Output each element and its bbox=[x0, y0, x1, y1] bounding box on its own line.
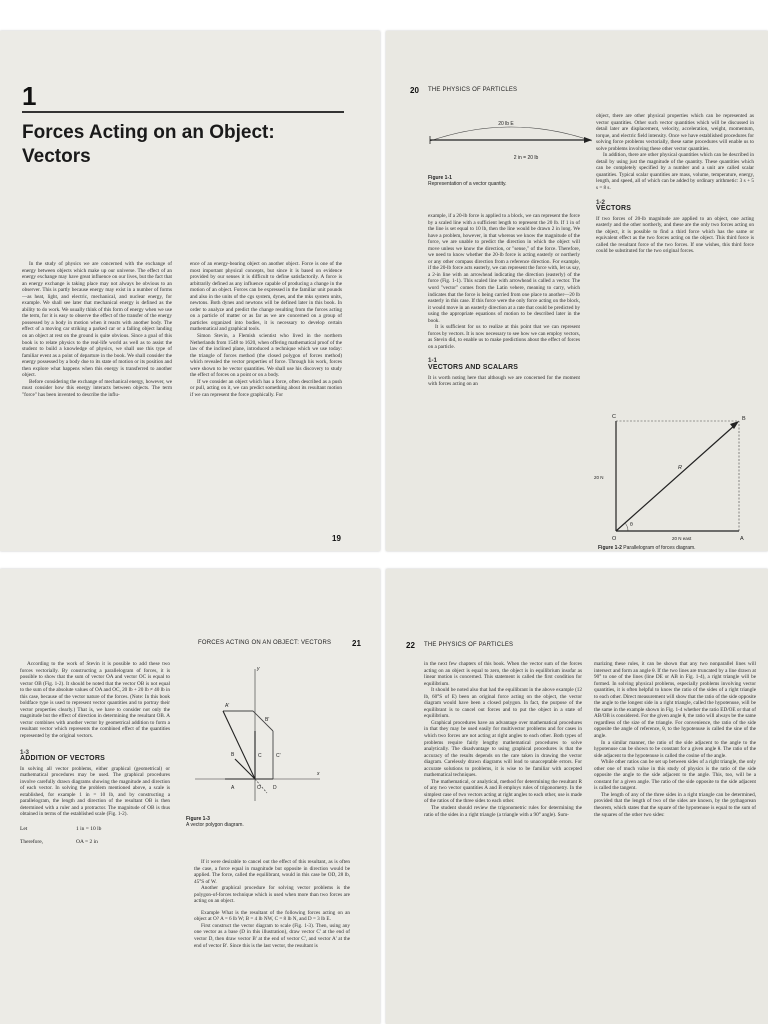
let-label: Let bbox=[20, 826, 28, 833]
paragraph: If we consider an object which has a force, often described as a push or pull, acting on it, we can predict something about its resultant motion if we can represent the force graphically. For bbox=[190, 378, 342, 398]
section-number: 1-3 bbox=[20, 748, 29, 756]
page-20 bbox=[386, 31, 768, 551]
section-title: ADDITION OF VECTORS bbox=[20, 755, 105, 763]
vector-b-prime bbox=[253, 711, 273, 731]
running-head: FORCES ACTING ON AN OBJECT: VECTORS bbox=[198, 640, 332, 646]
therefore-label: Therefore, bbox=[20, 839, 44, 846]
paragraph: The student should review the trigonometric rules for determining the ratio of the sides in a right triangle (a triangle with a 90° angle). Sum- bbox=[424, 805, 582, 818]
section-1-1 bbox=[428, 358, 580, 387]
section-number: 1-1 bbox=[428, 357, 437, 365]
axis-y-label: y bbox=[257, 666, 260, 672]
axis-x-label: x bbox=[317, 771, 320, 777]
page20-column-2 bbox=[596, 113, 754, 313]
let-value: 1 in = 10 lb bbox=[76, 826, 102, 833]
paragraph: In the study of physics we are concerned with the exchange of energy between objects which make up our universe. The effect of an energy exchange may have great influence on our lives, but the fact that an energy exchange is taking place may not always be obvious to an observer. This is partly because energy may exist in a number of forms—as heat, light, and electric, mechanical, and nuclear energy, for example. We shall see later that mechanical energy is defined as the ability to do work. We usually think of this form of energy when we use the term, for it is easy to observe the effect of the transfer of the energy possessed by a body in motion when it reacts with another body. The effect of a moving car striking a parked car or a falling object landing on an object at rest on the ground is quite obvious. Since a goal of this book is to relate physics to the real-life world as well as to assist the student to build a knowledge of physics, we shall use this type of familiar event as a point of departure in the book. We shall consider the energy possessed by a body due to its state of motion or its position and then explore what happens when this energy is transferred to another object. bbox=[22, 261, 172, 379]
vector-b bbox=[235, 759, 255, 779]
label-b: B bbox=[231, 752, 235, 758]
therefore-value: OA = 2 in bbox=[76, 839, 98, 846]
paragraph: While other ratios can be set up between sides of a right triangle, the only other one of much value in this study of physics is the ratio of the side opposite the angle to the side adjacent to the angle. This, too, will be a constant for a given angle. The ratio of the side opposite to the side adjacent is called the tangent. bbox=[594, 759, 756, 792]
paragraph: First construct the vector diagram to scale (Fig. 1-3). Then, using any one vector as a base (D in this illustration), draw vector C' at the end of vector D, then draw vector B' at the end of vector C', and vector A' at the end of vector B'. Since this is the last vector, the resultant is bbox=[194, 922, 350, 949]
example-paragraph: Example What is the resultant of the following forces acting on an object at O? A = 6 lb W; B = 4 lb NW, C = 8 lb N, and D = 3 lb E. bbox=[194, 909, 350, 923]
label-left: 20 N bbox=[594, 475, 604, 480]
paragraph: It should be noted also that had the equilibrant in the above example (12 lb, 60°S of E) been an original force acting on the object, the vector diagram would have been a closed polygon. In fact, the purpose of the equilibrant is to cancel out forces and to put the object in a state of equilibrium. bbox=[424, 687, 582, 720]
figure-1-2-caption bbox=[598, 545, 748, 551]
paragraph: In addition, there are other physical quantities which can be described in detail by using just the magnitude of the quantity. These quantities which can be completely specified by a number and a unit are called scalar quantities. Typical scalar quantities are mass, volume, temperature, energy, length, and speed, all of which can be added by ordinary arithmetic: 3 s + 5 s = 8 s. bbox=[596, 152, 754, 192]
scale-arc bbox=[430, 127, 592, 141]
label-d: D bbox=[273, 785, 277, 791]
label-theta: θ bbox=[630, 522, 633, 528]
fig1-scale-label: 2 in = 20 lb bbox=[513, 155, 539, 161]
resultant bbox=[223, 711, 255, 779]
label-c: C bbox=[612, 414, 616, 420]
paragraph: in the next few chapters of this book. When the vector sum of the forces acting on an object is equal to zero, the object is in equilibrium insofar as linear motion is concerned. This statement is called the first condition for equilibrium. bbox=[424, 661, 582, 687]
section-1-3 bbox=[20, 750, 170, 818]
page-21 bbox=[0, 569, 380, 1024]
paragraph: marizing these rules, it can be shown that any two nonparallel lines will intersect and form an angle θ. If the two lines are truncated by a line drawn at 90° to one of the lines (line DE or AB in Fig. 1-4), a right triangle will be formed. In solving physical problems, especially problems involving vector quantities, it is often helpful to know the ratio of the sides of a right triangle to each other. Direct measurement will show that the ratio of the side opposite the angle to the longest side in a right triangle, called the hypotenuse, will be the same in the example shown in Fig. 1-4 whether the ratio ED/OE or that of AB/OB is considered. For the given angle θ, the ratio will always be the same regardless of the size of the triangle. For convenience, the ratio of the side opposite the angle of reference, θ, to the hypotenuse is called the sine of the angle. bbox=[594, 661, 756, 740]
paragraph: Graphical procedures have an advantage over mathematical procedures in that they may be used easily for multivector problems and for cases in which two forces are not acting at right angles to each other. Both types of problems require fairly lengthy mathematical procedures to solve analytically. The disadvantage to using graphical procedures is that the accuracy of the results depends on the care taken in drawing the vector diagram. Carelessly drawn diagrams will lead to unacceptable errors. For accurate solutions to problems, it is wise to be familiar with accepted mathematical techniques. bbox=[424, 719, 582, 779]
label-bottom: 20 N east bbox=[672, 536, 692, 541]
label-o: O bbox=[257, 785, 261, 791]
page-19 bbox=[0, 31, 380, 551]
caption-text: Representation of a vector quantity. bbox=[428, 181, 507, 187]
section-number: 1-2 bbox=[596, 198, 605, 206]
caption-title: Figure 1-1 bbox=[428, 175, 452, 181]
label-o: O bbox=[612, 536, 617, 541]
chapter-title: Forces Acting on an Object: Vectors bbox=[22, 122, 275, 167]
paragraph: According to the work of Stevin it is possible to add these two forces vectorially. By constructing a parallelogram of forces, it is possible to show that the sum of vector OA and vector OC is equal to vector OB (Fig. 1-2). It should be noted that the vector OB is not equal to the sum of the absolute values of OA and OC, 20 lb + 20 lb ≠ 40 lb in this case, because of the vector nature of the forces. (Note: In this book boldface type is used to represent vector quantities and to portray their vector properties clearly.) That is, we have to consider not only the magnitude but the effect of direction in determining the resultant OB. A vector combines with another vector by geometrical addition to form a resultant vector which represents the combined effect of the quantities represented by the original vectors. bbox=[20, 661, 170, 740]
chapter-number: 1 bbox=[22, 81, 37, 111]
arrowhead-icon bbox=[584, 137, 592, 143]
formula-block bbox=[20, 826, 170, 848]
figure-1-3-caption bbox=[186, 816, 326, 828]
caption-title: Figure 1-2 bbox=[598, 545, 622, 551]
page22-column-2 bbox=[594, 661, 756, 1024]
paragraph: In solving all vector problems, either graphical (geometrical) or mathematical procedures may be used. The graphical procedures involve carefully drawn diagrams showing the magnitude and direction of each vector. In solving the problem mentioned above, a scale is established, for example 1 in = 10 lb, and by constructing a parallelogram, the length and direction of the resultant OB is then determined with a ruler and a protractor. The magnitude of OB is thus obtained in terms of the established scale (Fig. 1-2). bbox=[20, 765, 170, 818]
page-22 bbox=[386, 569, 768, 1024]
page21-column-1 bbox=[20, 661, 170, 1021]
page-number: 22 bbox=[406, 641, 415, 650]
paragraph: It is worth noting here that although we are concerned for the moment with forces acting on an bbox=[428, 374, 580, 388]
page-number: 19 bbox=[332, 534, 341, 543]
figure-1-3 bbox=[185, 661, 325, 811]
angle-arc bbox=[625, 523, 628, 531]
vector-ob bbox=[616, 425, 735, 531]
page19-column-1 bbox=[22, 261, 172, 551]
label-b-prime: B' bbox=[265, 717, 270, 723]
label-b: B bbox=[742, 416, 746, 422]
figure-1-2 bbox=[594, 411, 759, 541]
page-number: 21 bbox=[352, 639, 361, 648]
paragraph: object, there are other physical properties which can be represented as vector quantities. Other such vector quantities which will be discussed in detail later are displacement, velocity, acceleration, weight, momentum, torque, and electric field intensity. Once we have established procedures for solving force problems vectorially, these same procedures will enable us to solve problems involving these other vector quantities. bbox=[596, 113, 754, 152]
running-head: THE PHYSICS OF PARTICLES bbox=[424, 642, 514, 648]
paragraph: Simon Stevin, a Flemish scientist who lived in the northern Netherlands from 1548 to 1620, when offering mathematical proof of the law of the inclined plane, introduced a technique which we use today: the triangle of forces method (the closed polygon of forces method) which revealed the vector properties of force. Through his work, forces were shown to be vector quantities. We shall use his discovery to study the effect of forces on a point or on a body. bbox=[190, 333, 342, 379]
section-1-2 bbox=[596, 200, 754, 255]
label-a: A bbox=[231, 785, 235, 791]
chapter-rule bbox=[22, 111, 344, 113]
fig1-top-label: 20 lb E bbox=[498, 121, 514, 127]
running-head: THE PHYSICS OF PARTICLES bbox=[428, 87, 518, 93]
caption-text: A vector polygon diagram. bbox=[186, 822, 244, 828]
paragraph: In a similar manner, the ratio of the side adjacent to the angle to the hypotenuse can be shown to be constant for a given angle θ. The ratio of the side adjacent to the hypotenuse is called the cosine of the angle. bbox=[594, 739, 756, 759]
label-a-prime: A' bbox=[225, 703, 230, 709]
page21-column-2 bbox=[194, 859, 350, 1024]
paragraph: example, if a 20-lb force is applied to a block, we can represent the force by a scaled line with a sufficient length to represent the 20 lb. If 1 in of the line is set equal to 10 lb, then the line would be drawn 2 in long. We have a problem, however, in that whereas we know the magnitude of the force, we are unable to predict the direction in which the object will move unless we know the direction, or "sense," of the force. Therefore, we need to know whether the 20-lb force is acting easterly or northerly or any other compass direction from a reference direction. For example, if the 20-lb force acts easterly, we can represent the force with, let us say, a 2-in line with an arrowhead indicating the direction (easterly) of the force (Fig. 1-1). This scaled line with arrowhead is called a vector. The word "vector" comes from the Latin vehere, meaning to carry, which indicates that the force is being carried from one place to another—20 lb easterly in this case. If this force were the only force acting on the block, it would move in an easterly direction at a rate that could be predicted by using the appropriate equations of motion to be described later in the book. bbox=[428, 213, 580, 324]
paragraph: If it were desirable to cancel out the effect of this resultant, as is often the case, a force equal in magnitude but opposite in direction would be applied. The force, called the equilibrant, would in this case be OD, 28 lb, 45°S of W. bbox=[194, 859, 350, 885]
section-title: VECTORS bbox=[596, 205, 632, 213]
paragraph: ence of an energy-bearing object on another object. Force is one of the most important physical concepts, but since it is based on evidence provided by our senses it is difficult to define satisfactorily. A force is arbitrarily defined as any influence capable of producing a change in the motion of an object. Forces can be expressed in the familiar unit pounds and also in the units of the cgs system, dynes, and the mks system units, newtons. Both dynes and newtons will be defined later in this book. In order to analyze and predict the change resulting from the forces acting on a particle of matter or as far as we are concerned on a group of particles organized into bodies, it is necessary to develop certain mathematical and graphical tools. bbox=[190, 261, 342, 333]
label-a: A bbox=[740, 536, 744, 541]
page20-column-1 bbox=[428, 213, 580, 513]
label-c-prime: C' bbox=[276, 753, 281, 759]
page22-column-1 bbox=[424, 661, 582, 1024]
label-c: C bbox=[258, 753, 262, 759]
page19-column-2 bbox=[190, 261, 342, 551]
figure-1-1 bbox=[426, 113, 596, 163]
caption-title: Figure 1-3 bbox=[186, 816, 210, 822]
page-number: 20 bbox=[410, 86, 419, 95]
paragraph: Before considering the exchange of mechanical energy, however, we must consider how this energy interacts between objects. The term "force" has been invented to describe the influ- bbox=[22, 378, 172, 398]
figure-1-1-caption bbox=[428, 175, 568, 187]
label-r: R bbox=[678, 465, 682, 471]
paragraph: If two forces of 20-lb magnitude are applied to an object, one acting easterly and the other northerly, and these are the only two forces acting on the object, it is possible to find a third force which has the same or equivalent effect as the two forces acting on the object. This third force is called the resultant force of the two forces. If one wishes, this third force could be substituted for the two original forces. bbox=[596, 215, 754, 255]
paragraph: It is sufficient for us to realize at this point that we can represent forces by vectors. It is now necessary to see how we can employ vectors, as Stevin did, to enable us to make predictions about the effect of forces on a particle. bbox=[428, 324, 580, 350]
paragraph: The length of any of the three sides in a right triangle can be determined, provided that the length of two of the sides are known, by the pythagorean theorem, which states that the square of the hypotenuse is equal to the sum of the squares of the other two sides: bbox=[594, 791, 756, 818]
section-title: VECTORS AND SCALARS bbox=[428, 364, 519, 372]
paragraph: The mathematical, or analytical, method for determining the resultant R of any two vector quantities A and B employs rules of trigonometry. In the simplest case of two vectors acting at right angles to each other, use is made of the ratios of the three sides to each other. bbox=[424, 778, 582, 805]
caption-text: Parallelogram of forces diagram. bbox=[623, 545, 696, 551]
paragraph: Another graphical procedure for solving vector problems is the polygon-of-forces technique which is used when more than two forces are acting on an object. bbox=[194, 885, 350, 905]
